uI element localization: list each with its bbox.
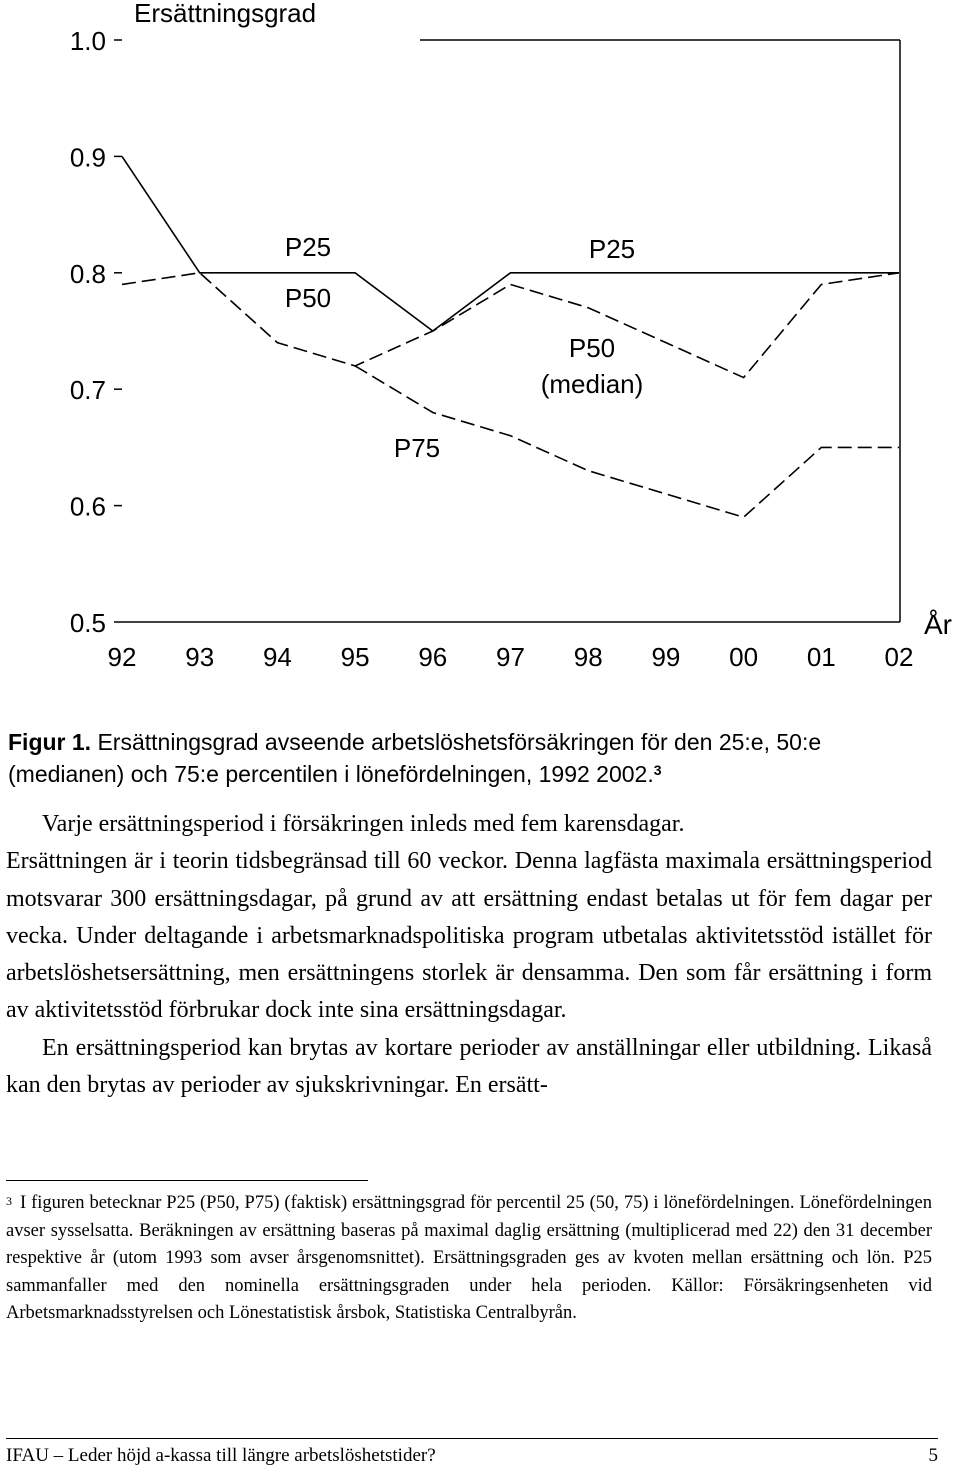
x-tick-label: 98 — [573, 642, 603, 672]
series-annotation: P25 — [588, 234, 636, 264]
figure-caption — [8, 726, 938, 790]
paragraph-2: En ersättningsperiod kan brytas av kortare perioder av anställningar eller utbildning. Likaså kan den brytas av perioder av sjukskrivningar. En ersätt- — [6, 1034, 932, 1099]
replacement-rate-chart — [0, 0, 960, 700]
page-number: 5 — [928, 1445, 938, 1466]
x-tick-label: 99 — [651, 642, 681, 672]
y-axis-ticks — [70, 26, 122, 638]
chart-title: Ersättningsgrad — [134, 0, 317, 28]
x-tick-label: 01 — [806, 642, 836, 672]
series-annotations — [285, 232, 643, 463]
series-line-p50 — [122, 273, 899, 378]
footnote-separator — [6, 1180, 368, 1181]
series-annotation: P25 — [284, 232, 332, 262]
y-tick-label: 0.9 — [69, 142, 106, 173]
footnote — [6, 1190, 932, 1328]
figure-label: Figur 1. — [8, 729, 92, 755]
paragraph-1-first-line: Varje ersättningsperiod i försäkringen inleds med fem karensdagar. — [42, 811, 685, 837]
x-axis-ticks — [108, 642, 914, 672]
x-tick-label: 92 — [107, 642, 137, 672]
figure-caption-text: Ersättningsgrad avseende arbetslöshetsförsäkringen för den 25:e, 50:e (medianen) och 75:e percentilen i lönefördelningen, 1992 2002. — [8, 729, 822, 787]
paragraph-1-rest: Ersättningen är i teorin tidsbegränsad till 60 veckor. Denna lagfästa maximala ersättningsperiod motsvarar 300 ersättningsdagar, på grund av att ersättning endast betalas ut för fem dagar per vecka. Under deltagande i arbetsmarknadspolitiska program utbetalas aktivitetsstöd istället för arbetslöshetsersättning, men ersättningens storlek är densamma. Den som får ersättning i form av aktivitetsstöd förbrukar dock inte sina ersättningsdagar. — [6, 848, 932, 1024]
x-tick-label: 00 — [729, 642, 759, 672]
y-tick-label: 0.7 — [69, 375, 106, 406]
footnote-reference: 3 — [653, 762, 662, 778]
series-annotation: P50 — [284, 283, 332, 313]
series-annotation: P50 (median) — [540, 333, 644, 399]
running-title: IFAU – Leder höjd a-kassa till längre arbetslöshetstider? — [6, 1445, 436, 1466]
page-footer — [6, 1438, 938, 1469]
footnote-number: 3 — [6, 1194, 12, 1208]
y-tick-label: 1.0 — [69, 26, 106, 56]
x-tick-label: 97 — [496, 642, 525, 672]
x-axis-label: År — [924, 609, 952, 640]
x-tick-label: 94 — [262, 642, 292, 672]
x-tick-label: 96 — [418, 642, 448, 672]
y-tick-label: 0.8 — [69, 258, 106, 289]
y-tick-label: 0.6 — [69, 491, 106, 522]
y-tick-label: 0.5 — [69, 608, 106, 638]
series-annotation: P75 — [393, 433, 441, 463]
chart-series — [122, 156, 899, 517]
footnote-text: I figuren betecknar P25 (P50, P75) (faktisk) ersättningsgrad för percentil 25 (50, 75) i lönefördelningen. Lönefördelningen avser sysselsatta. Beräkningen av ersättning baseras på maximal daglig ersättning (multiplicerad med 22) den 31 december respektive år (utom 1993 som avser årsgenomsnittet). Ersättningsgraden ges av kvoten mellan ersättning och lön. P25 sammanfaller med den nominella ersättningsgraden under hela perioden. Källor: Försäkringsenheten vid Arbetsmarknadsstyrelsen och Lönestatistisk årsbok, Statistiska Centralbyrån. — [6, 1193, 932, 1324]
x-tick-label: 02 — [884, 642, 914, 672]
x-tick-label: 95 — [340, 642, 370, 672]
body-text — [6, 806, 932, 1104]
series-line-p25 — [122, 156, 899, 331]
x-tick-label: 93 — [185, 642, 215, 672]
